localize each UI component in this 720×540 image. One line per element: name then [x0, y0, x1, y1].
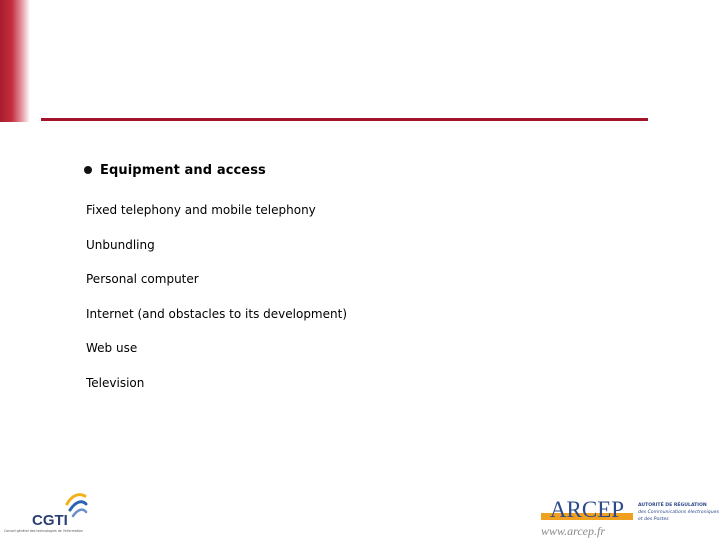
arcep-side-title: AUTORITÉ DE RÉGULATION — [638, 503, 707, 508]
header-rule — [41, 118, 648, 121]
topic-item-fixed-mobile-telephony: Fixed telephony and mobile telephony — [86, 203, 316, 217]
cgti-caption: Conseil général des technologies de l'information — [4, 529, 83, 533]
topic-item-personal-computer: Personal computer — [86, 272, 199, 286]
arcep-side-line-2: et des Postes — [638, 517, 669, 522]
arcep-side-line-1: des Communications électroniques — [638, 510, 719, 515]
bullet-icon — [84, 166, 92, 174]
cgti-swoosh-lightblue — [73, 510, 86, 516]
topic-item-internet: Internet (and obstacles to its development) — [86, 306, 347, 321]
arcep-website: www.arcep.fr — [541, 524, 606, 538]
topic-item-unbundling: Unbundling — [86, 237, 155, 252]
topic-list — [86, 200, 347, 407]
topic-item-web-use: Web use — [86, 341, 138, 355]
arcep-side-text — [638, 502, 718, 523]
section-heading — [84, 163, 266, 178]
topic-item-television: Television — [86, 375, 145, 390]
left-accent-bar — [0, 0, 30, 122]
arcep-wordmark: ARCEP — [549, 497, 625, 522]
arcep-logo — [537, 493, 637, 538]
section-heading-text: Equipment and access — [100, 163, 266, 178]
cgti-wordmark: CGTI — [32, 512, 68, 529]
